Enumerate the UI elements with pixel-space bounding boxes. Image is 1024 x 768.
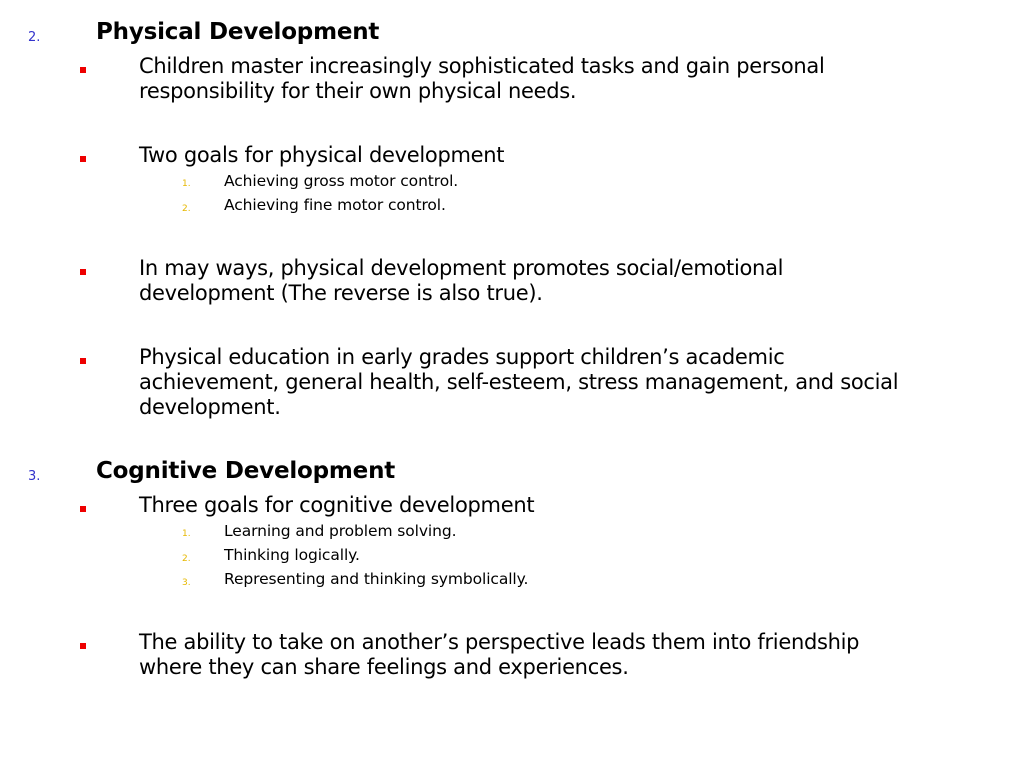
bullet-line: achievement, general health, self-esteem, stress management, and social bbox=[139, 370, 899, 394]
sub-item-text: Learning and problem solving. bbox=[224, 522, 457, 540]
sub-item-number: 2. bbox=[182, 204, 191, 214]
bullet-line: Three goals for cognitive development bbox=[139, 493, 535, 517]
bullet-marker bbox=[80, 156, 86, 162]
section-title: Cognitive Development bbox=[96, 458, 396, 484]
bullet-marker bbox=[80, 67, 86, 73]
bullet-line: In may ways, physical development promotes social/emotional bbox=[139, 256, 784, 280]
sub-item-text: Thinking logically. bbox=[224, 546, 360, 564]
sub-item-number: 3. bbox=[182, 578, 191, 588]
bullet-line: Children master increasingly sophisticated tasks and gain personal bbox=[139, 54, 825, 78]
bullet-line: responsibility for their own physical needs. bbox=[139, 79, 577, 103]
bullet-line: development (The reverse is also true). bbox=[139, 281, 543, 305]
bullet-line: The ability to take on another’s perspective leads them into friendship bbox=[139, 630, 860, 654]
bullet-marker bbox=[80, 643, 86, 649]
bullet-text bbox=[139, 345, 898, 420]
bullet-text bbox=[139, 493, 534, 518]
bullet-line: Two goals for physical development bbox=[139, 143, 505, 167]
section-number: 2. bbox=[28, 30, 41, 45]
sub-item-text: Representing and thinking symbolically. bbox=[224, 570, 529, 588]
bullet-line: where they can share feelings and experiences. bbox=[139, 655, 629, 679]
sub-item-text: Achieving fine motor control. bbox=[224, 196, 446, 214]
bullet-text bbox=[139, 143, 504, 168]
section-number: 3. bbox=[28, 469, 41, 484]
bullet-text bbox=[139, 256, 783, 306]
bullet-marker bbox=[80, 269, 86, 275]
sub-item-number: 1. bbox=[182, 179, 191, 189]
bullet-line: Physical education in early grades support children’s academic bbox=[139, 345, 785, 369]
bullet-line: development. bbox=[139, 395, 281, 419]
sub-item-number: 2. bbox=[182, 554, 191, 564]
bullet-text bbox=[139, 54, 825, 104]
sub-item-text: Achieving gross motor control. bbox=[224, 172, 459, 190]
section-title: Physical Development bbox=[96, 19, 380, 45]
bullet-marker bbox=[80, 506, 86, 512]
bullet-marker bbox=[80, 358, 86, 364]
bullet-text bbox=[139, 630, 859, 680]
sub-item-number: 1. bbox=[182, 529, 191, 539]
